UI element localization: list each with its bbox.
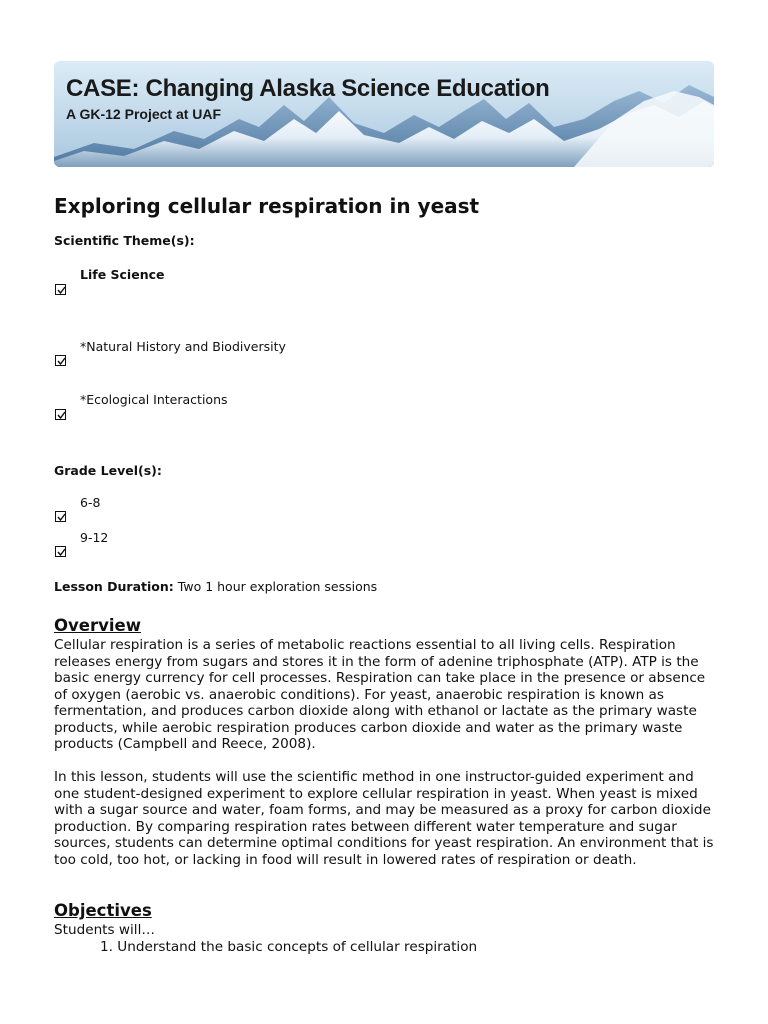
objectives-heading: Objectives bbox=[54, 901, 152, 920]
page-title: Exploring cellular respiration in yeast bbox=[54, 194, 480, 218]
theme-label-life-science: Life Science bbox=[80, 267, 165, 282]
lesson-duration bbox=[54, 579, 377, 594]
theme-label-natural-history: *Natural History and Biodiversity bbox=[80, 339, 286, 354]
theme-checkbox-natural-history[interactable] bbox=[55, 355, 66, 366]
checkmark-icon bbox=[56, 410, 67, 421]
banner-title: CASE: Changing Alaska Science Education bbox=[66, 75, 550, 102]
grade-label-9-12: 9-12 bbox=[80, 530, 109, 545]
grades-label: Grade Level(s): bbox=[54, 463, 162, 478]
checkmark-icon bbox=[56, 356, 67, 367]
duration-label: Lesson Duration: bbox=[54, 579, 174, 594]
overview-heading: Overview bbox=[54, 616, 141, 635]
theme-label-ecological-interactions: *Ecological Interactions bbox=[80, 392, 228, 407]
checkmark-icon bbox=[56, 512, 67, 523]
duration-value: Two 1 hour exploration sessions bbox=[177, 579, 378, 594]
banner-subtitle: A GK-12 Project at UAF bbox=[66, 106, 222, 122]
case-banner bbox=[54, 61, 714, 167]
themes-label: Scientific Theme(s): bbox=[54, 233, 195, 248]
grade-label-6-8: 6-8 bbox=[80, 495, 101, 510]
overview-paragraph-1: Cellular respiration is a series of metabolic reactions essential to all living cells. Respiration releases energy from sugars and stores it in the form of adenine triphosphate (ATP). ATP is the basic energy currency for cell processes. Respiration can take place in the presence or absence of oxygen (aerobic vs. anaerobic conditions). For yeast, anaerobic respiration is known as fermentation, and produces carbon dioxide along with ethanol or lactate as the primary waste products, while aerobic respiration produces carbon dioxide and water as the primary waste products (Campbell and Reece, 2008). bbox=[54, 637, 706, 752]
theme-checkbox-life-science[interactable] bbox=[55, 284, 66, 295]
objective-item: 1. Understand the basic concepts of cellular respiration bbox=[100, 939, 478, 955]
checkmark-icon bbox=[56, 285, 67, 296]
grade-checkbox-6-8[interactable] bbox=[55, 511, 66, 522]
objectives-intro: Students will… bbox=[54, 922, 155, 938]
grade-checkbox-9-12[interactable] bbox=[55, 546, 66, 557]
overview-paragraph-2: In this lesson, students will use the scientific method in one instructor-guided experiment and one student-designed experiment to explore cellular respiration in yeast. When yeast is mixed with a sugar source and water, foam forms, and may be measured as a proxy for carbon dioxide production. By comparing respiration rates between different water temperature and sugar sources, students can determine optimal conditions for yeast respiration. An environment that is too cold, too hot, or lacking in food will result in lowered rates of respiration or death. bbox=[54, 769, 714, 868]
theme-checkbox-ecological-interactions[interactable] bbox=[55, 409, 66, 420]
checkmark-icon bbox=[56, 547, 67, 558]
